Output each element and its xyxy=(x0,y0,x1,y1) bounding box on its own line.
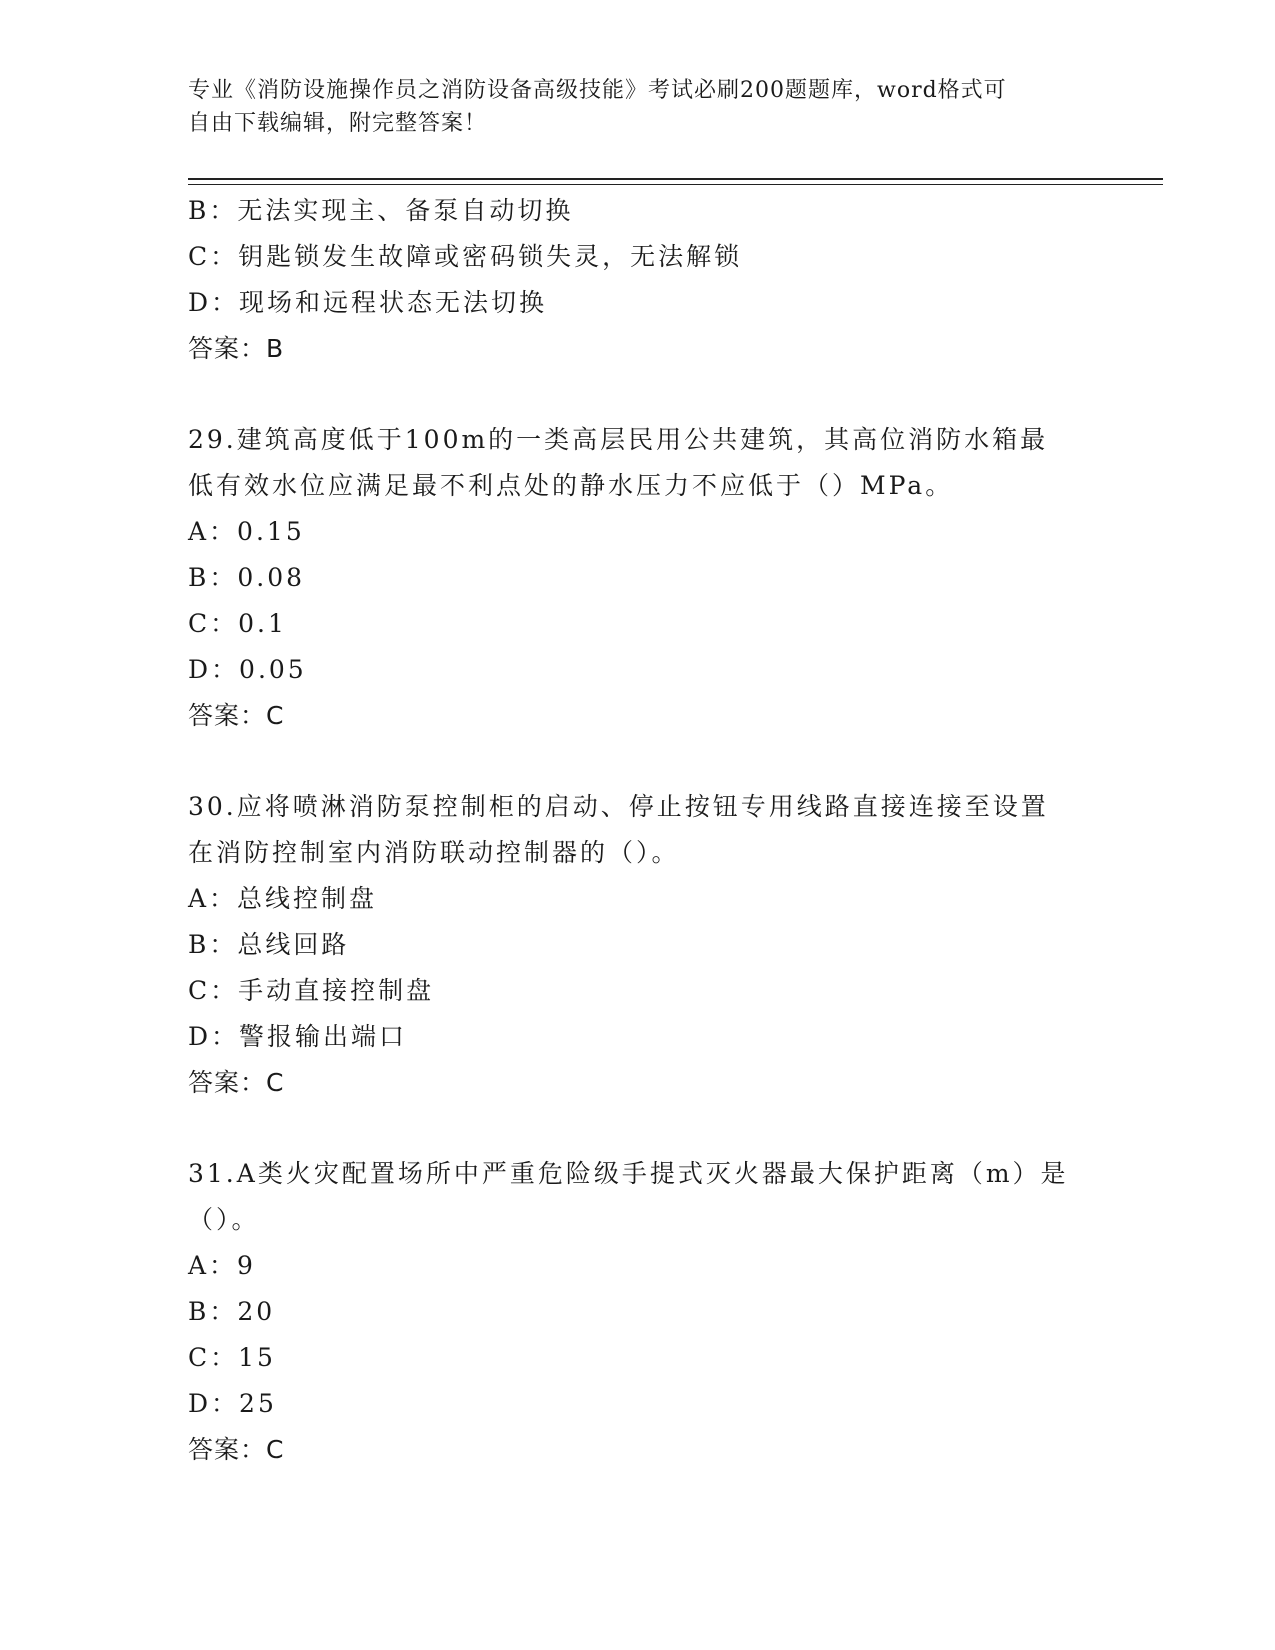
header-line-1: 专业《消防设施操作员之消防设备高级技能》考试必刷200题题库，word格式可 xyxy=(188,78,1007,103)
option-d: D：现场和远程状态无法切换 xyxy=(188,288,548,317)
question-text-line-1: 29.建筑高度低于100m的一类高层民用公共建筑，其高位消防水箱最 xyxy=(188,425,1049,454)
option-b: B：总线回路 xyxy=(188,930,350,959)
option-b: B：20 xyxy=(188,1297,276,1326)
header-rule-thin xyxy=(188,184,1163,185)
question-text xyxy=(188,784,1088,876)
question-30 xyxy=(188,784,1088,1106)
question-text-line-2: 低有效水位应满足最不利点处的静水压力不应低于（）MPa。 xyxy=(188,471,954,500)
option-d: D：0.05 xyxy=(188,655,307,684)
option-c: C：0.1 xyxy=(188,609,287,638)
option-b: B：无法实现主、备泵自动切换 xyxy=(188,196,574,225)
option-b: B：0.08 xyxy=(188,563,306,592)
option-c: C：钥匙锁发生故障或密码锁失灵，无法解锁 xyxy=(188,242,743,271)
option-c: C：手动直接控制盘 xyxy=(188,976,435,1005)
question-text-line-2: （）。 xyxy=(188,1205,260,1234)
answer: 答案：C xyxy=(188,701,285,730)
document-header xyxy=(188,74,1088,140)
option-a: A：总线控制盘 xyxy=(188,884,378,913)
question-text xyxy=(188,1151,1088,1243)
answer: 答案：B xyxy=(188,334,285,363)
answer: 答案：C xyxy=(188,1068,285,1097)
option-a: A：0.15 xyxy=(188,517,305,546)
question-text-line-1: 30.应将喷淋消防泵控制柜的启动、停止按钮专用线路直接连接至设置 xyxy=(188,792,1049,821)
option-d: D：警报输出端口 xyxy=(188,1022,408,1051)
question-list xyxy=(188,188,1088,1473)
question-text xyxy=(188,417,1088,509)
header-rule-thick xyxy=(188,178,1163,180)
question-31 xyxy=(188,1151,1088,1473)
previous-question-tail xyxy=(188,188,1088,372)
question-text-line-1: 31.A类火灾配置场所中严重危险级手提式灭火器最大保护距离（m）是 xyxy=(188,1159,1069,1188)
question-29 xyxy=(188,417,1088,739)
answer: 答案：C xyxy=(188,1435,285,1464)
option-c: C：15 xyxy=(188,1343,276,1372)
header-line-2: 自由下载编辑，附完整答案！ xyxy=(188,111,488,136)
option-d: D：25 xyxy=(188,1389,277,1418)
question-text-line-2: 在消防控制室内消防联动控制器的（）。 xyxy=(188,838,680,867)
option-a: A：9 xyxy=(188,1251,256,1280)
